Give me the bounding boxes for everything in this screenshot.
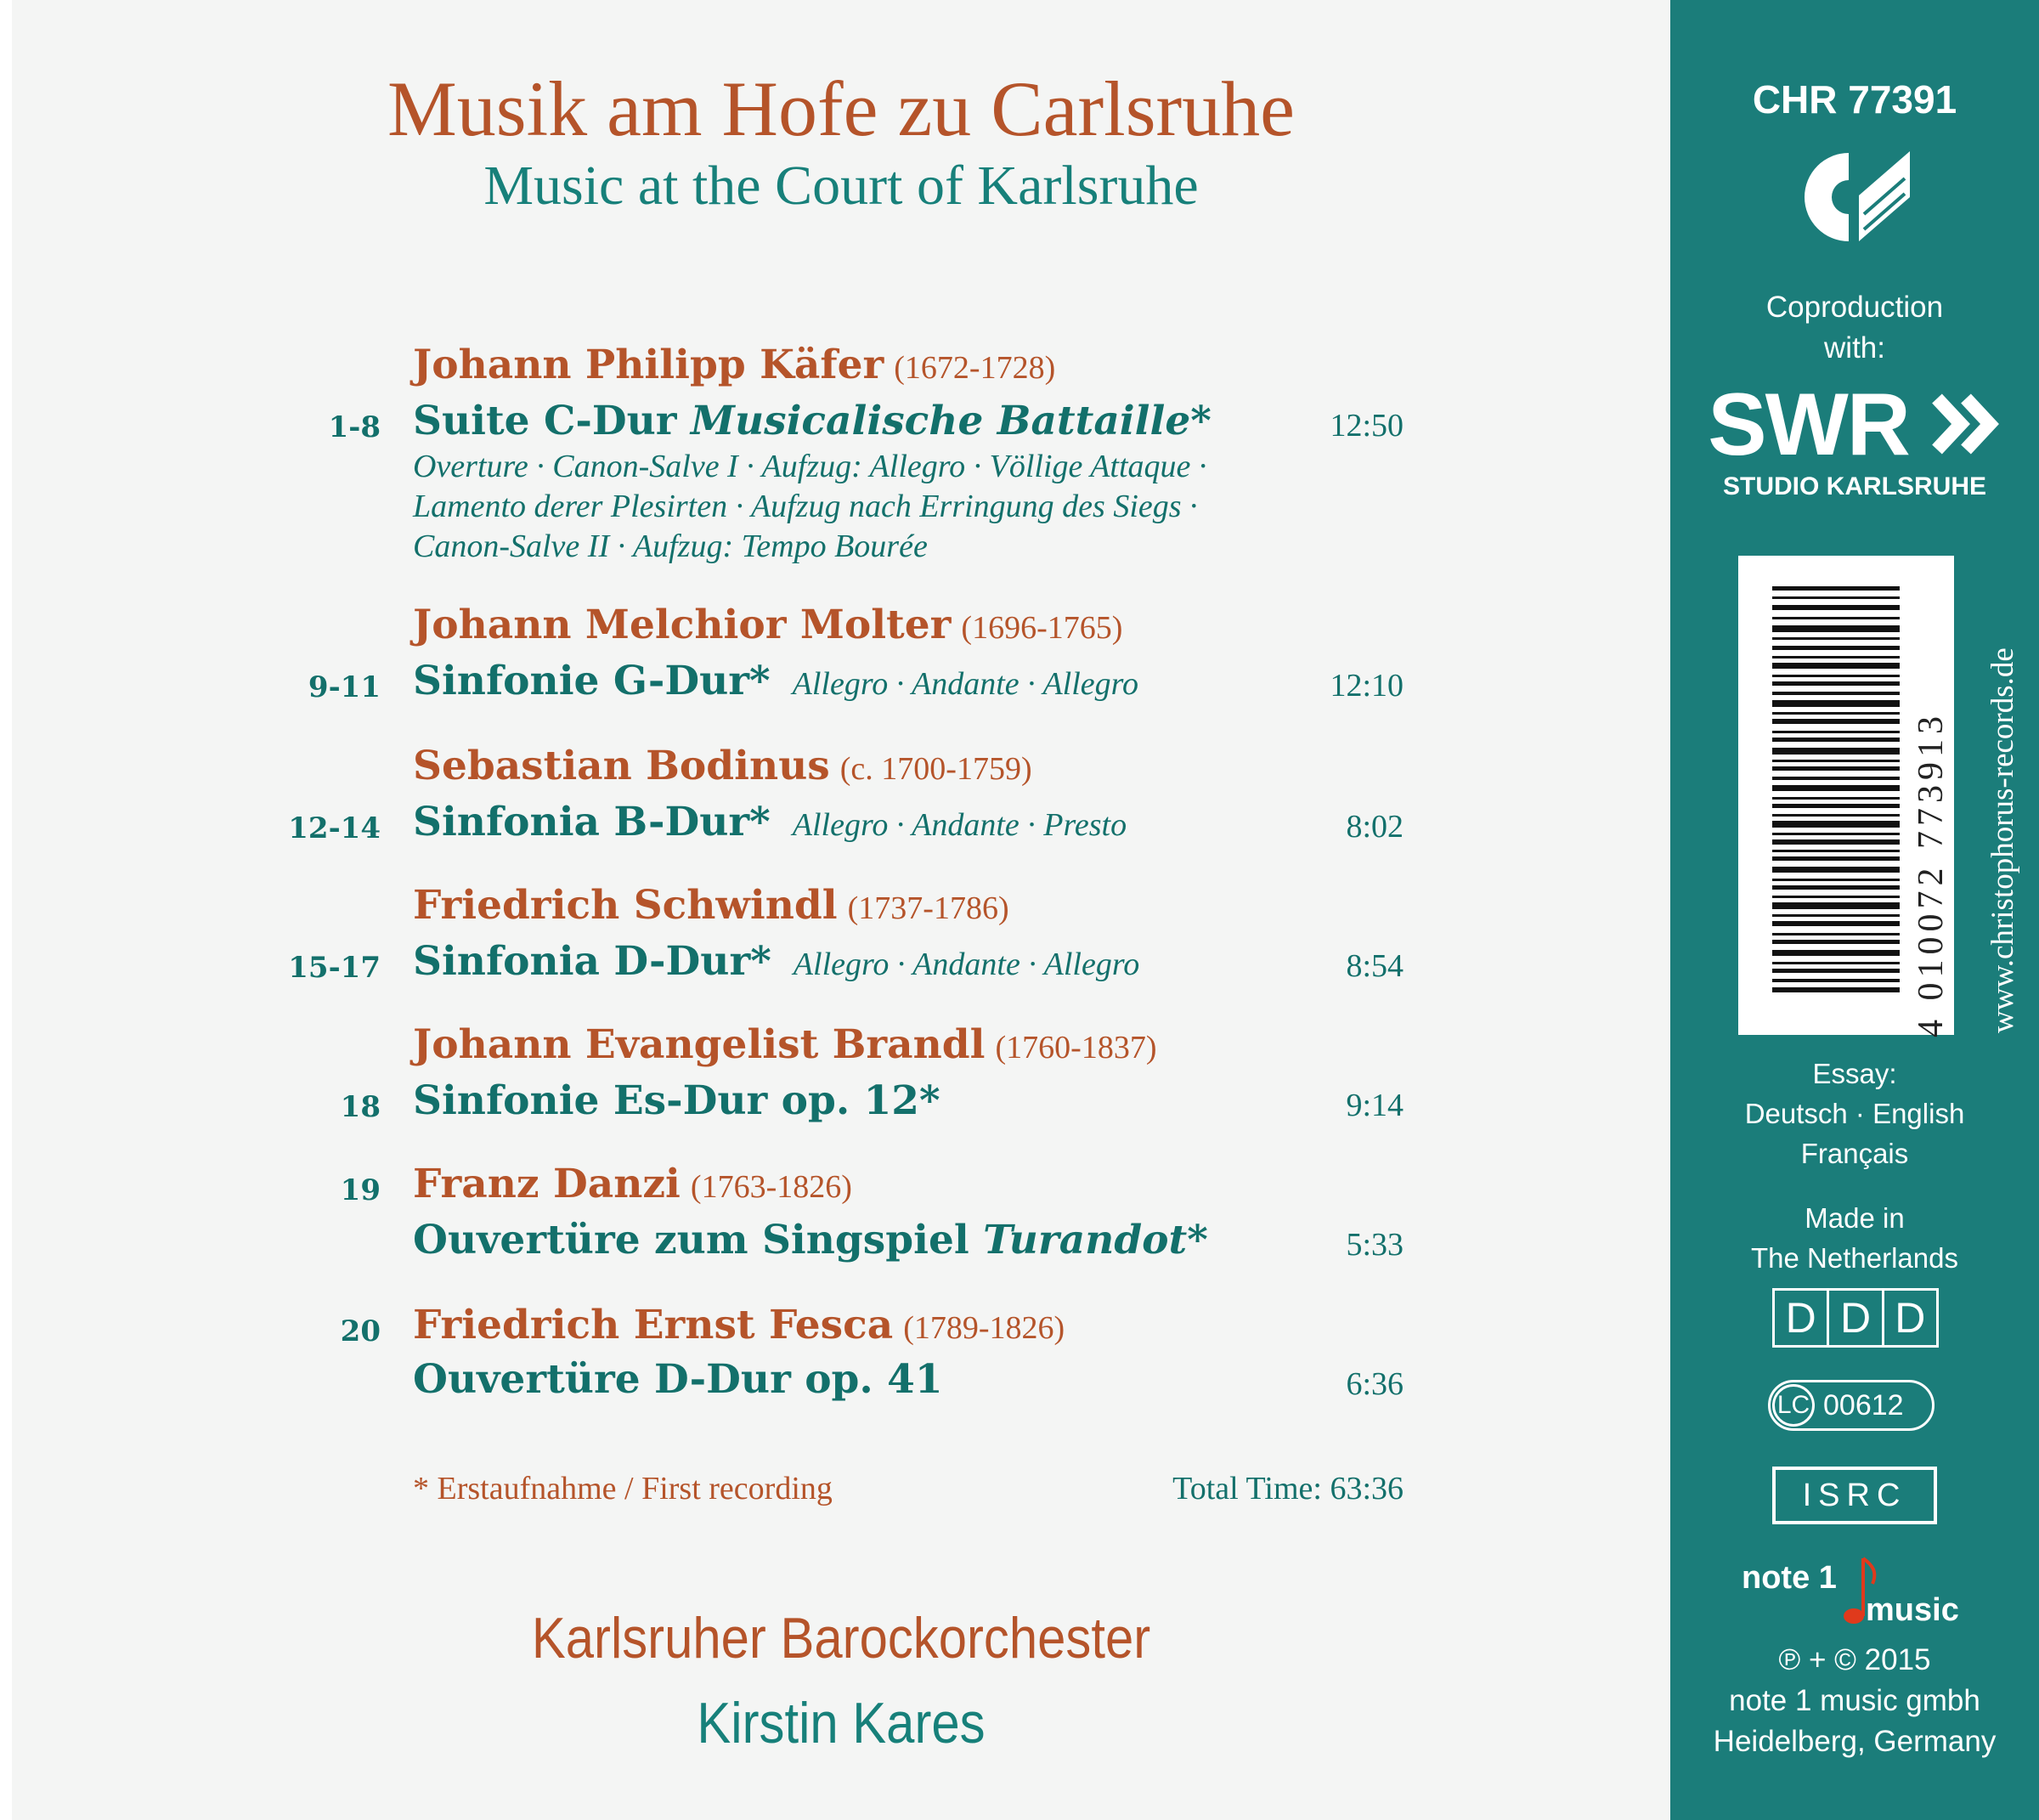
composer-dates: (1696-1765): [961, 610, 1123, 646]
double-chevron-icon: [1932, 390, 2002, 458]
movement-list: Allegro · Andante · Allegro: [793, 947, 1140, 982]
barcode-digits: 4 010072 773913: [1912, 711, 1951, 1037]
composer-dates: (1763-1826): [690, 1169, 852, 1205]
isrc-badge: ISRC: [1772, 1467, 1937, 1524]
lc-icon: LC: [1772, 1384, 1815, 1427]
album-title-german: Musik am Hofe zu Carlsruhe: [387, 65, 1295, 152]
tracklist-panel: [12, 0, 1670, 1820]
work-title: Sinfonie G-Dur* Allegro · Andante · Allegro: [413, 658, 1139, 704]
coproduction-note: Coproduction with:: [1765, 291, 1944, 365]
track-duration: 12:50: [1330, 408, 1404, 444]
composer-dates: (c. 1700-1759): [839, 751, 1032, 787]
track-numbers: 19: [340, 1173, 381, 1207]
composer-dates: (1789-1826): [903, 1310, 1065, 1346]
track-numbers: 20: [340, 1314, 381, 1348]
album-title-english: Music at the Court of Karlsruhe: [483, 155, 1199, 217]
swr-studio-label: STUDIO KARLSRUHE: [1722, 472, 1986, 500]
composer-dates: (1672-1728): [894, 350, 1056, 386]
composer-name: Johann Evangelist Brandl (1760-1837): [413, 1021, 1157, 1068]
track-duration: 8:02: [1346, 809, 1404, 845]
spine-panel: [1670, 0, 2039, 1820]
track-duration: 8:54: [1346, 948, 1404, 984]
movement-list: Allegro · Andante · Presto: [792, 807, 1127, 843]
movement-list: Allegro · Andante · Allegro: [792, 666, 1139, 702]
essay-languages: Essay: Deutsch · English Français: [1744, 1058, 1965, 1169]
composer-name: Johann Philipp Käfer (1672-1728): [413, 342, 1056, 388]
made-in: Made in The Netherlands: [1751, 1202, 1958, 1274]
track-numbers: 9-11: [308, 670, 381, 704]
work-title: Ouvertüre D-Dur op. 41: [413, 1356, 943, 1403]
track-numbers: 15-17: [288, 951, 381, 985]
composer-name: Friedrich Ernst Fesca (1789-1826): [413, 1302, 1065, 1348]
total-time: Total Time: 63:36: [1172, 1471, 1404, 1506]
composer-dates: (1737-1786): [847, 890, 1009, 926]
catalog-number: CHR 77391: [1752, 77, 1957, 122]
track-duration: 6:36: [1346, 1366, 1404, 1402]
track-duration: 5:33: [1346, 1227, 1404, 1263]
swr-logo: SWR: [1670, 381, 2039, 469]
composer-dates: (1760-1837): [995, 1030, 1157, 1065]
first-recording-footnote: * Erstaufnahme / First recording: [413, 1471, 833, 1506]
copyright-notice: ℗ + © 2015 note 1 music gmbh Heidelberg, Germany: [1713, 1643, 1997, 1758]
movement-list: Overture · Canon-Salve I · Aufzug: Allegro · Völlige Attaque ·: [413, 449, 1207, 484]
work-title: Sinfonia D-Dur* Allegro · Andante · Allegro: [413, 938, 1140, 985]
track-duration: 9:14: [1346, 1088, 1404, 1123]
work-title: Ouvertüre zum Singspiel Turandot*: [413, 1217, 1208, 1263]
composer-name: Johann Melchior Molter (1696-1765): [413, 602, 1123, 648]
track-numbers: 18: [340, 1090, 381, 1124]
movement-list: Lamento derer Plesirten · Aufzug nach Erringung des Siegs ·: [413, 489, 1198, 524]
orchestra-name: Karlsruher Barockorchester: [531, 1606, 1151, 1670]
conductor-name: Kirstin Kares: [697, 1691, 986, 1755]
composer-name: Franz Danzi (1763-1826): [413, 1161, 852, 1207]
christophorus-logo-icon: [1789, 136, 1917, 255]
work-title: Suite C-Dur Musicalische Battaille*: [413, 398, 1212, 444]
track-numbers: 12-14: [288, 811, 381, 845]
work-title: Sinfonie Es-Dur op. 12*: [413, 1077, 940, 1124]
track-list: [12, 0, 1670, 1529]
movement-list: Canon-Salve II · Aufzug: Tempo Bourée: [413, 528, 928, 564]
work-title: Sinfonia B-Dur* Allegro · Andante · Presto: [413, 799, 1127, 845]
note1-music-logo: note 1 music: [1742, 1560, 1971, 1628]
track-duration: 12:10: [1330, 668, 1404, 704]
label-code-badge: LC 00612: [1768, 1380, 1935, 1431]
composer-name: Friedrich Schwindl (1737-1786): [413, 882, 1009, 929]
composer-name: Sebastian Bodinus (c. 1700-1759): [413, 743, 1032, 789]
ddd-badge: D D D: [1772, 1288, 1939, 1348]
track-numbers: 1-8: [328, 410, 381, 444]
barcode: [1738, 556, 1954, 1035]
